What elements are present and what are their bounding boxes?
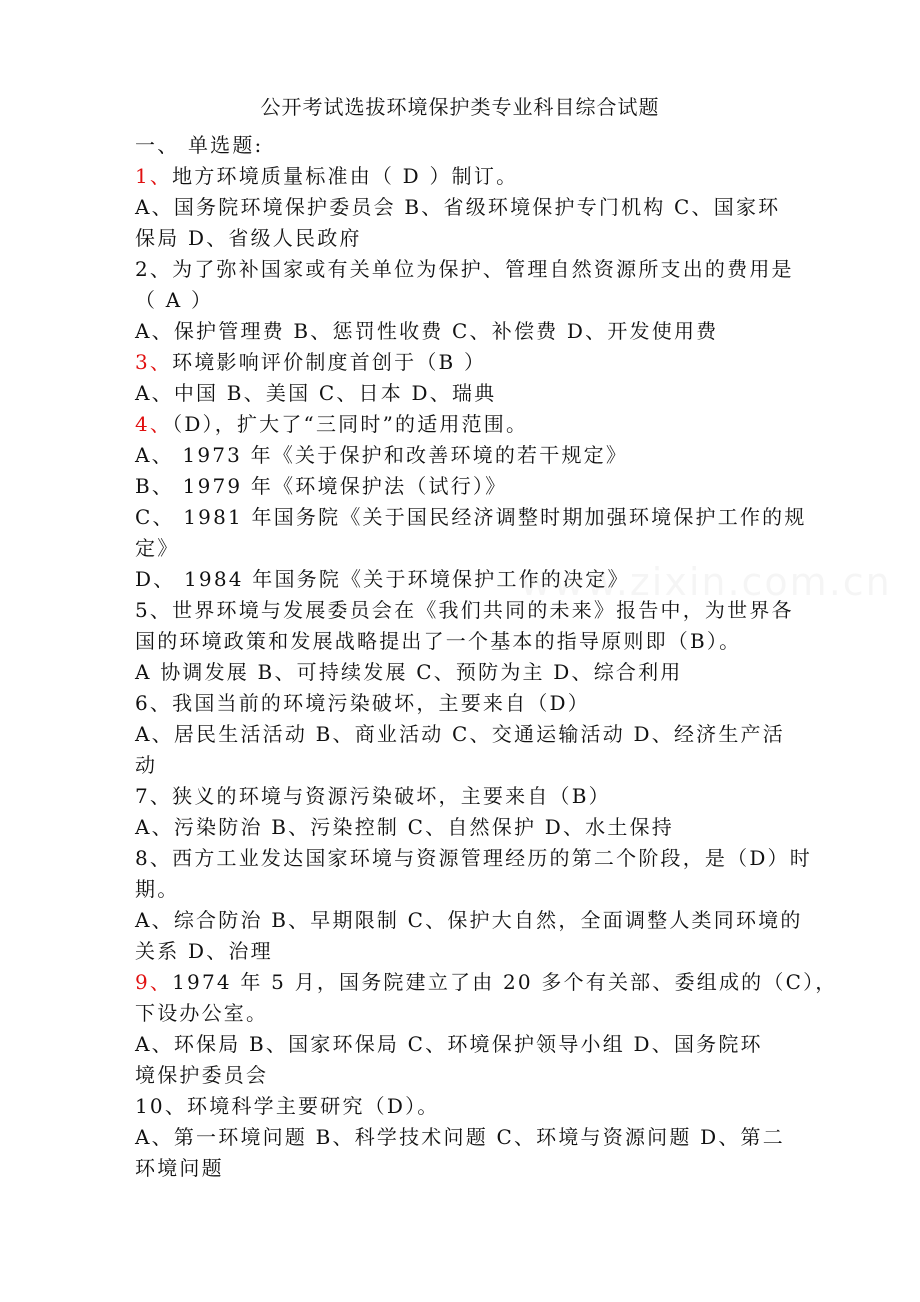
line-text: 保局 D、省级人民政府 bbox=[135, 226, 362, 250]
text-line bbox=[135, 626, 785, 657]
line-text: A、环保局 B、国家环保局 C、环境保护领导小组 D、国务院环 bbox=[135, 1032, 763, 1056]
line-text: 5、世界环境与发展委员会在《我们共同的未来》报告中，为世界各 bbox=[135, 598, 794, 622]
line-text: 环境问题 bbox=[135, 1156, 224, 1180]
text-line bbox=[135, 254, 794, 285]
text-line bbox=[135, 161, 785, 192]
document-body bbox=[135, 130, 838, 1184]
question-number: 3、 bbox=[135, 350, 173, 374]
text-line bbox=[135, 688, 785, 719]
text-line bbox=[135, 1029, 785, 1060]
text-line bbox=[135, 564, 785, 595]
text-line bbox=[135, 905, 803, 936]
line-text: D、 1984 年国务院《关于环境保护工作的决定》 bbox=[135, 567, 630, 591]
text-line bbox=[135, 812, 785, 843]
text-line bbox=[135, 936, 785, 967]
line-text: A、中国 B、美国 C、日本 D、瑞典 bbox=[135, 381, 497, 405]
line-text: 2、为了弥补国家或有关单位为保护、管理自然资源所支出的费用是 bbox=[135, 257, 794, 281]
text-line bbox=[135, 471, 785, 502]
line-text: 定》 bbox=[135, 536, 180, 560]
text-line bbox=[135, 750, 785, 781]
text-line bbox=[135, 440, 785, 471]
text-line bbox=[135, 1091, 785, 1122]
text-line bbox=[135, 316, 785, 347]
line-text: C、 1981 年国务院《关于国民经济调整时期加强环境保护工作的规 bbox=[135, 505, 807, 529]
line-text: 动 bbox=[135, 753, 158, 777]
text-line bbox=[135, 502, 807, 533]
text-line bbox=[135, 1060, 785, 1091]
line-text: 1974 年 5 月，国务院建立了由 20 多个有关部、委组成的（C）， bbox=[172, 970, 838, 994]
line-text: A、第一环境问题 B、科学技术问题 C、环境与资源问题 D、第二 bbox=[135, 1125, 785, 1149]
section-heading: 一、 单选题: bbox=[135, 133, 264, 157]
text-line bbox=[135, 595, 794, 626]
text-line bbox=[135, 409, 785, 440]
line-text: 关系 D、治理 bbox=[135, 939, 273, 963]
question-number: 4、 bbox=[135, 412, 173, 436]
text-line bbox=[135, 781, 785, 812]
text-line bbox=[135, 1153, 785, 1184]
text-line bbox=[135, 533, 785, 564]
question-lines bbox=[135, 161, 838, 1184]
line-text: 期。 bbox=[135, 877, 180, 901]
line-text: 环境影响评价制度首创于（B ） bbox=[172, 350, 487, 374]
text-line bbox=[135, 285, 785, 316]
line-text: B、 1979 年《环境保护法（试行）》 bbox=[135, 474, 508, 498]
line-text: 国的环境政策和发展战略提出了一个基本的指导原则即（B）。 bbox=[135, 629, 742, 653]
line-text: 8、西方工业发达国家环境与资源管理经历的第二个阶段，是（D）时 bbox=[135, 846, 812, 870]
text-line bbox=[135, 719, 785, 750]
line-text: （D），扩大了“三同时”的适用范围。 bbox=[172, 412, 529, 436]
text-line bbox=[135, 843, 812, 874]
question-number: 9、 bbox=[135, 970, 173, 994]
text-line bbox=[135, 192, 785, 223]
line-text: A、保护管理费 B、惩罚性收费 C、补偿费 D、开发使用费 bbox=[135, 319, 719, 343]
line-text: A、 1973 年《关于保护和改善环境的若干规定》 bbox=[135, 443, 629, 467]
line-text: 境保护委员会 bbox=[135, 1063, 269, 1087]
text-line bbox=[135, 1122, 785, 1153]
line-text: A 协调发展 B、可持续发展 C、预防为主 D、综合利用 bbox=[135, 660, 683, 684]
text-line bbox=[135, 874, 785, 905]
text-line bbox=[135, 657, 785, 688]
line-text: A、国务院环境保护委员会 B、省级环境保护专门机构 C、国家环 bbox=[135, 195, 781, 219]
text-line bbox=[135, 347, 785, 378]
text-line bbox=[135, 378, 785, 409]
line-text: 地方环境质量标准由（ D ）制订。 bbox=[172, 164, 519, 188]
line-text: A、污染防治 B、污染控制 C、自然保护 D、水土保持 bbox=[135, 815, 674, 839]
text-line bbox=[135, 223, 785, 254]
line-text: A、综合防治 B、早期限制 C、保护大自然，全面调整人类同环境的 bbox=[135, 908, 803, 932]
document-title: 公开考试选拔环境保护类专业科目综合试题 bbox=[260, 95, 660, 119]
question-number: 1、 bbox=[135, 164, 173, 188]
text-line bbox=[135, 998, 785, 1029]
line-text: 7、狭义的环境与资源污染破坏，主要来自（B） bbox=[135, 784, 611, 808]
text-line bbox=[135, 967, 838, 998]
line-text: 下设办公室。 bbox=[135, 1001, 269, 1025]
line-text: A、居民生活活动 B、商业活动 C、交通运输活动 D、经济生产活 bbox=[135, 722, 785, 746]
line-text: 10、环境科学主要研究（D）。 bbox=[135, 1094, 440, 1118]
line-text: 6、我国当前的环境污染破坏，主要来自（D） bbox=[135, 691, 590, 715]
line-text: （ A ） bbox=[135, 288, 214, 312]
